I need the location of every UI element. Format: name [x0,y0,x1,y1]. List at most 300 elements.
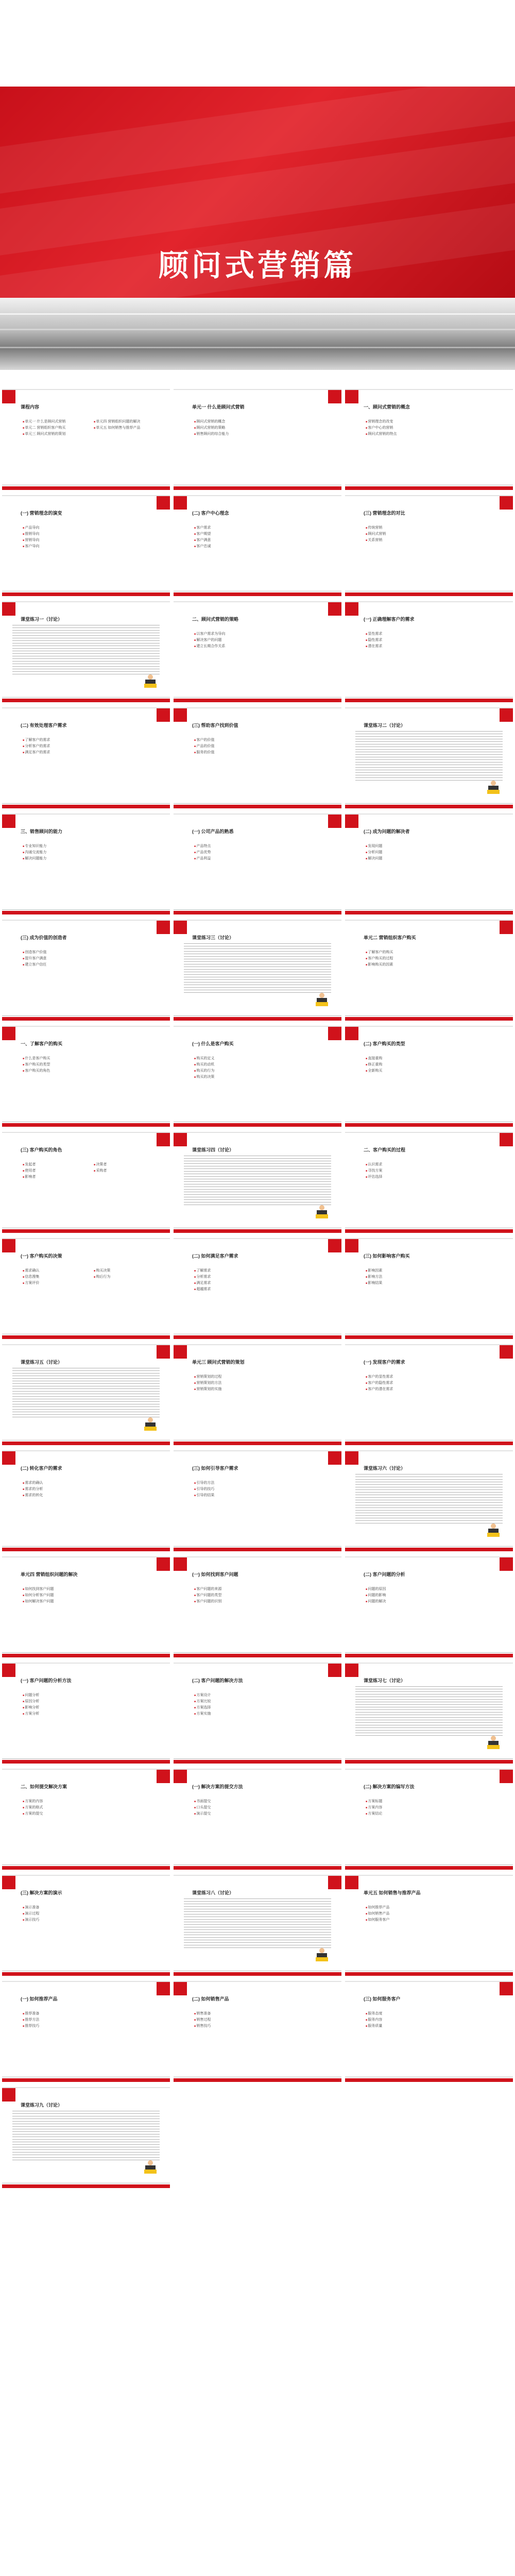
footer-line [345,1015,513,1016]
slide-bullet-list [23,1056,160,1074]
slide-thumbnail[interactable] [2,707,170,808]
slide-bullet: ■ 修正重购 [366,1062,503,1068]
slide-bullet: ■ 以客户需求为导向 [194,631,331,637]
red-corner-block [328,1239,341,1252]
slide-bullet: ■ 销售过程 [194,2017,331,2023]
red-corner-block [2,390,15,403]
slide-bullet-list [366,631,503,650]
slide-thumbnail[interactable] [174,1981,341,2082]
slide-title: (一) 如何推荐产品 [21,1996,58,2002]
slide-bullet: ■ 购买的动机 [194,1062,331,1068]
red-corner-block [157,1982,170,1995]
title-slide [0,0,515,381]
slide-title: 一、了解客户的购买 [21,1041,63,1046]
red-corner-block [157,496,170,510]
slide-bullet: ■ 方案内容 [366,1805,503,1811]
slide-bullet-list [23,737,160,756]
footer-red-bar [174,1548,341,1551]
red-corner-block [345,602,358,616]
slide-bullet: ■ 沟通交流能力 [23,850,160,856]
footer-red-bar [345,1335,513,1339]
slide-title: (二) 解决方案的编写方法 [364,1784,415,1789]
presentation-title: 顾问式营销篇 [158,248,356,283]
slide-bullet: ■ 营销策划的实施 [194,1386,331,1393]
footer-line [174,1015,341,1016]
slide-bullet-list [194,2011,331,2029]
slide-thumbnail[interactable] [345,1132,513,1233]
red-corner-block [157,1557,170,1571]
footer-red-bar [2,1548,170,1551]
slide-title: (三) 如何引导客户需求 [192,1466,238,1471]
footer-red-bar [345,805,513,808]
slide-bullet: ■ 解决问题能力 [23,856,160,862]
slide-bullet: ■ 客户需求 [194,525,331,531]
slide-bullet: ■ 购后行为 [94,1274,160,1280]
slide-bullet: ■ 顾问式营销的概念 [194,419,331,425]
red-corner-block [174,1982,187,1995]
slide-bullet: ■ 如何分析客户问题 [23,1592,160,1599]
slide-bullet-list [366,1905,503,1923]
text-block [12,625,160,674]
red-corner-block [174,921,187,934]
slide-thumbnail[interactable] [2,1769,170,1870]
slide-thumbnail[interactable] [174,1663,341,1764]
slide-bullet: ■ 影响分析 [23,1705,160,1711]
slide-thumbnail[interactable] [345,1026,513,1127]
slide-bullet-list [23,950,160,968]
slide-thumbnail[interactable] [345,1875,513,1976]
slide-bullet: ■ 销售技巧 [194,2023,331,2029]
slide-thumbnail[interactable] [2,920,170,1021]
footer-line [345,803,513,804]
red-corner-block [174,708,187,722]
slide-bullet: ■ 认识需求 [366,1162,503,1168]
slide-bullet: ■ 营销策划的过程 [194,1374,331,1380]
footer-red-bar [345,1229,513,1233]
red-corner-block [2,1027,15,1040]
slide-bullet: ■ 建立客户信任 [23,962,160,968]
footer-line [174,1546,341,1547]
footer-red-bar [2,1654,170,1657]
slide-bullet: ■ 评估选择 [366,1174,503,1180]
slide-bullet: ■ 客户中心的营销 [366,425,503,431]
red-corner-block [157,1770,170,1783]
slide-bullet: ■ 推荐技巧 [23,2023,160,2029]
slide-bullet: ■ 客户期望 [194,531,331,537]
slide-bullet: ■ 客户购买的类型 [23,1062,160,1068]
slide-bullet: ■ 了解客户的需求 [23,737,160,743]
slide-bullet: ■ 推荐准备 [23,2011,160,2017]
slide-bullet: ■ 需求的分析 [23,1486,160,1493]
text-block [184,943,331,993]
slide-bullet: ■ 如何销售产品 [366,1911,503,1917]
slide-title: (三) 解决方案的演示 [21,1890,62,1895]
footer-red-bar [2,592,170,596]
red-corner-block [328,1027,341,1040]
slide-bullet: ■ 购买的行为 [194,1068,331,1074]
slide-bullet-list [194,1268,331,1293]
reader-figure-icon [487,1736,500,1750]
slide-title: (二) 成为问题的解决者 [364,829,410,834]
slide-title: 课堂练习一（讨论） [21,617,63,622]
slide-bullet: ■ 信息搜集 [23,1274,89,1280]
slide-title: 课堂练习七（讨论） [364,1678,406,1683]
red-corner-block [500,496,513,510]
slide-bullet-list [23,1905,160,1923]
footer-red-bar [2,699,170,702]
slide-bullet: ■ 购买决策 [94,1268,160,1274]
slide-thumbnail[interactable] [174,1238,341,1339]
slide-bullet: ■ 显性需求 [366,631,503,637]
red-corner-block [2,1239,15,1252]
footer-red-bar [2,1866,170,1870]
footer-line [345,1758,513,1759]
red-corner-block [328,390,341,403]
slide-bullet-list [366,1056,503,1074]
slide-title: (二) 如何满足客户需求 [192,1253,238,1259]
slide-thumbnail[interactable] [2,1344,170,1445]
footer-red-bar [2,2078,170,2082]
slide-bullet: ■ 方案比较 [194,1699,331,1705]
red-corner-block [500,1133,513,1146]
red-corner-block [345,815,358,828]
slide-thumbnail[interactable] [345,1981,513,2082]
slide-thumbnail[interactable] [2,1663,170,1764]
slide-thumbnail[interactable] [174,1132,341,1233]
slide-thumbnail[interactable] [2,1238,170,1339]
slide-bullet: ■ 客户购买的角色 [23,1068,160,1074]
slide-thumbnail[interactable] [345,1344,513,1445]
slide-title: (一) 正确理解客户的需求 [364,617,415,622]
slide-bullet: ■ 发起者 [23,1162,89,1168]
slide-title: 三、销售顾问的能力 [21,829,63,834]
slide-bullet: ■ 方案选择 [194,1705,331,1711]
slide-bullet-list [23,1692,160,1717]
slide-bullet: ■ 超越需求 [194,1286,331,1293]
slide-bullet: ■ 方案的提交 [23,1811,160,1817]
footer-line [2,1546,170,1547]
slide-thumbnail[interactable] [2,1132,170,1233]
slide-bullet: ■ 方案评价 [23,1280,89,1286]
slide-title: 课堂练习九（讨论） [21,2103,63,2108]
red-corner-block [345,1239,358,1252]
slide-bullet-list [23,1480,160,1499]
red-corner-block [345,1664,358,1677]
reader-figure-icon [487,781,500,795]
footer-red-bar [2,1017,170,1021]
reader-figure-icon [316,1205,328,1219]
slide-bullet: ■ 客户的价值 [194,737,331,743]
slide-bullet: ■ 营销策划的方法 [194,1380,331,1386]
slide-bullet: ■ 客户忠诚 [194,544,331,550]
footer-red-bar [174,1972,341,1976]
footer-red-bar [174,2078,341,2082]
red-corner-block [174,1133,187,1146]
reader-figure-icon [487,1523,500,1538]
red-corner-block [2,2088,15,2102]
slide-bullet: ■ 书面提交 [194,1799,331,1805]
slide-bullet: ■ 产品导向 [23,525,160,531]
red-corner-block [328,815,341,828]
footer-red-bar [174,1017,341,1021]
red-corner-block [345,1451,358,1465]
footer-red-bar [345,1760,513,1764]
slide-title: 单元二 营销组织客户购买 [364,935,416,940]
slide-title: (三) 客户购买的角色 [21,1147,62,1153]
slide-bullet: ■ 单元二 营销组织客户购买 [23,425,89,431]
footer-red-bar [174,699,341,702]
footer-red-bar [2,486,170,490]
slide-thumbnail[interactable] [2,1556,170,1657]
slide-thumbnail[interactable] [2,2087,170,2188]
slide-title: (一) 客户购买的决策 [21,1253,62,1259]
slide-title: 课堂练习二（讨论） [364,723,406,728]
slide-bullet: ■ 如何找到客户问题 [23,1586,160,1592]
slide-title: 单元五 如何销售与推荐产品 [364,1890,421,1895]
slide-bullet: ■ 解决客户的问题 [194,637,331,643]
slide-thumbnail[interactable] [345,1238,513,1339]
slide-thumbnail[interactable] [174,1769,341,1870]
slide-bullet-list [366,1162,503,1180]
footer-red-bar [174,1123,341,1127]
footer-red-bar [174,805,341,808]
red-corner-block [500,921,513,934]
slide-bullet: ■ 问题的解决 [366,1599,503,1605]
slide-thumbnail[interactable] [345,814,513,914]
slide-bullet-list [194,1692,331,1717]
slide-thumbnail[interactable] [345,1769,513,1870]
slide-bullet: ■ 购买的定义 [194,1056,331,1062]
slide-bullet: ■ 影响购买的因素 [366,962,503,968]
slide-bullet: ■ 引导的方法 [194,1480,331,1486]
slide-bullet: ■ 产品利益 [194,856,331,862]
slide-thumbnail[interactable] [174,1450,341,1551]
red-corner-block [328,602,341,616]
reader-figure-icon [316,993,328,1007]
slide-bullet: ■ 客户问题的类型 [194,1592,331,1599]
footer-red-bar [345,486,513,490]
slide-bullet: ■ 产品优势 [194,850,331,856]
slide-thumbnail[interactable] [174,601,341,702]
slide-thumbnail[interactable] [345,707,513,808]
reader-figure-icon [144,2160,157,2175]
slide-thumbnail[interactable] [174,1344,341,1445]
slide-bullet: ■ 推销导向 [23,531,160,537]
slide-bullet: ■ 演示提交 [194,1811,331,1817]
slide-bullet: ■ 隐性需求 [366,637,503,643]
slide-thumbnail[interactable] [2,601,170,702]
footer-red-bar [345,2078,513,2082]
slide-thumbnail[interactable] [174,389,341,490]
slide-bullet-list [366,1268,503,1286]
slide-title: (三) 如何影响客户购买 [364,1253,410,1259]
slide-bullet: ■ 购买的决策 [194,1074,331,1080]
slide-title: 单元一 什么是顾问式营销 [192,404,245,410]
slide-bullet-list [194,631,331,650]
slide-bullet: ■ 什么是客户购买 [23,1056,160,1062]
footer-red-bar [2,2184,170,2188]
slide-bullet: ■ 传统营销 [366,525,503,531]
slide-bullet: ■ 了解客户的购买 [366,950,503,956]
slide-bullet-list [366,843,503,862]
slide-bullet: ■ 如何服务客户 [366,1917,503,1923]
slide-bullet: ■ 直接重购 [366,1056,503,1062]
red-corner-block [157,708,170,722]
slide-bullet: ■ 引导的技巧 [194,1486,331,1493]
slide-bullet: ■ 单元三 顾问式营销的策划 [23,431,89,437]
text-block [355,731,503,781]
red-corner-block [500,1345,513,1359]
slide-bullet: ■ 创造客户价值 [23,950,160,956]
red-corner-block [328,1664,341,1677]
slide-bullet-list [23,1586,160,1605]
slide-thumbnail[interactable] [345,1450,513,1551]
footer-red-bar [345,911,513,914]
slide-title: (三) 帮助客户找到价值 [192,723,238,728]
footer-line [174,1758,341,1759]
footer-red-bar [174,592,341,596]
slide-thumbnail[interactable] [345,1556,513,1657]
slide-bullet-list [194,525,331,550]
slide-bullet: ■ 客户的潜在需求 [366,1386,503,1393]
slide-bullet: ■ 满足客户的需求 [23,750,160,756]
slide-thumbnail[interactable] [2,389,170,490]
footer-red-bar [174,1760,341,1764]
slide-title: (一) 如何找到客户问题 [192,1572,238,1577]
slide-title: 二、客户购买的过程 [364,1147,406,1153]
slide-bullet: ■ 客户的隐性需求 [366,1380,503,1386]
red-corner-block [328,1876,341,1889]
red-corner-block [345,1876,358,1889]
footer-red-bar [2,1442,170,1445]
slide-bullet: ■ 分析需求 [194,1274,331,1280]
slide-bullet: ■ 了解需求 [194,1268,331,1274]
footer-red-bar [345,699,513,702]
slide-title: 单元四 营销组织问题的解决 [21,1572,78,1577]
slide-thumbnail[interactable] [174,1875,341,1976]
footer-line [345,1546,513,1547]
slide-bullet: ■ 影响结果 [366,1280,503,1286]
slide-bullet: ■ 影响因素 [366,1268,503,1274]
footer-red-bar [2,1760,170,1764]
slide-bullet: ■ 演示技巧 [23,1917,160,1923]
slide-thumbnail[interactable] [345,601,513,702]
slide-thumbnail[interactable] [345,495,513,596]
red-corner-block [500,1770,513,1783]
slide-bullet: ■ 产品特点 [194,843,331,850]
text-block [355,1474,503,1523]
slide-thumbnail[interactable] [174,1026,341,1127]
slide-bullet: ■ 满足需求 [194,1280,331,1286]
reader-figure-icon [144,674,157,689]
slide-bullet: ■ 产品的价值 [194,743,331,750]
slide-bullet: ■ 客户导向 [23,544,160,550]
slide-thumbnail[interactable] [2,1450,170,1551]
slide-title: (二) 转化客户的需求 [21,1466,62,1471]
slide-thumbnail[interactable] [2,1981,170,2082]
footer-red-bar [345,1123,513,1127]
slide-thumbnail[interactable] [174,495,341,596]
slide-bullet: ■ 客户购买的过程 [366,956,503,962]
slide-bullet: ■ 演示过程 [23,1911,160,1917]
slide-title: (二) 如何销售产品 [192,1996,229,2002]
slide-thumbnail[interactable] [2,814,170,914]
footer-red-bar [345,1654,513,1657]
footer-line [2,803,170,804]
slide-bullet: ■ 销售准备 [194,2011,331,2017]
slide-thumbnail[interactable] [2,1875,170,1976]
slide-bullet-list [194,419,331,437]
slide-bullet-list [366,1799,503,1817]
footer-red-bar [2,1229,170,1233]
slide-thumbnail[interactable] [174,707,341,808]
slide-bullet-list [194,1799,331,1817]
slide-thumbnail[interactable] [2,1026,170,1127]
red-corner-block [345,390,358,403]
slide-bullet: ■ 决策者 [94,1162,160,1168]
slide-thumbnail[interactable] [2,495,170,596]
title-banner [0,87,515,298]
red-corner-block [174,1557,187,1571]
text-block [12,2111,160,2160]
slide-thumbnail[interactable] [174,1556,341,1657]
slide-thumbnail[interactable] [174,814,341,914]
text-block [12,1368,160,1417]
red-corner-block [157,1133,170,1146]
slide-bullet: ■ 方案实施 [194,1711,331,1717]
slide-title: (二) 客户中心理念 [192,511,229,516]
slide-bullet: ■ 客户满意 [194,537,331,544]
slide-bullet: ■ 如何推荐产品 [366,1905,503,1911]
footer-red-bar [345,1017,513,1021]
red-corner-block [2,1451,15,1465]
slide-bullet-list [23,843,160,862]
slide-bullet: ■ 方案的格式 [23,1805,160,1811]
slide-bullet: ■ 问题的原因 [366,1586,503,1592]
red-corner-block [174,496,187,510]
footer-line [345,909,513,910]
red-corner-block [2,1664,15,1677]
slide-title: (一) 发现客户的需求 [364,1360,405,1365]
red-corner-block [174,1345,187,1359]
slide-bullet: ■ 需求的确认 [23,1480,160,1486]
footer-red-bar [345,592,513,596]
slide-bullet-list [23,419,160,437]
slide-title: 一、顾问式营销的概念 [364,404,410,410]
slide-bullet-list [23,525,160,550]
slide-thumbnail[interactable] [345,920,513,1021]
slide-bullet-list [366,950,503,968]
footer-red-bar [345,1866,513,1870]
text-block [355,1686,503,1736]
slide-title: (二) 客户问题的解决方法 [192,1678,243,1683]
slide-title: 课堂练习八（讨论） [192,1890,234,1895]
slide-title: 二、顾问式营销的策略 [192,617,239,622]
slide-bullet: ■ 单元四 营销组织问题的解决 [94,419,160,425]
slide-bullet: ■ 营销理念的改变 [366,419,503,425]
red-corner-block [174,1770,187,1783]
slide-bullet: ■ 关系营销 [366,537,503,544]
slide-thumbnail[interactable] [345,389,513,490]
slide-bullet-list [194,737,331,756]
footer-red-bar [174,486,341,490]
footer-line [174,1652,341,1653]
slide-bullet: ■ 方案标题 [366,1799,503,1805]
footer-red-bar [2,1123,170,1127]
slide-bullet: ■ 顾问式营销 [366,531,503,537]
slide-thumbnail[interactable] [174,920,341,1021]
slide-thumbnail[interactable] [345,1663,513,1764]
